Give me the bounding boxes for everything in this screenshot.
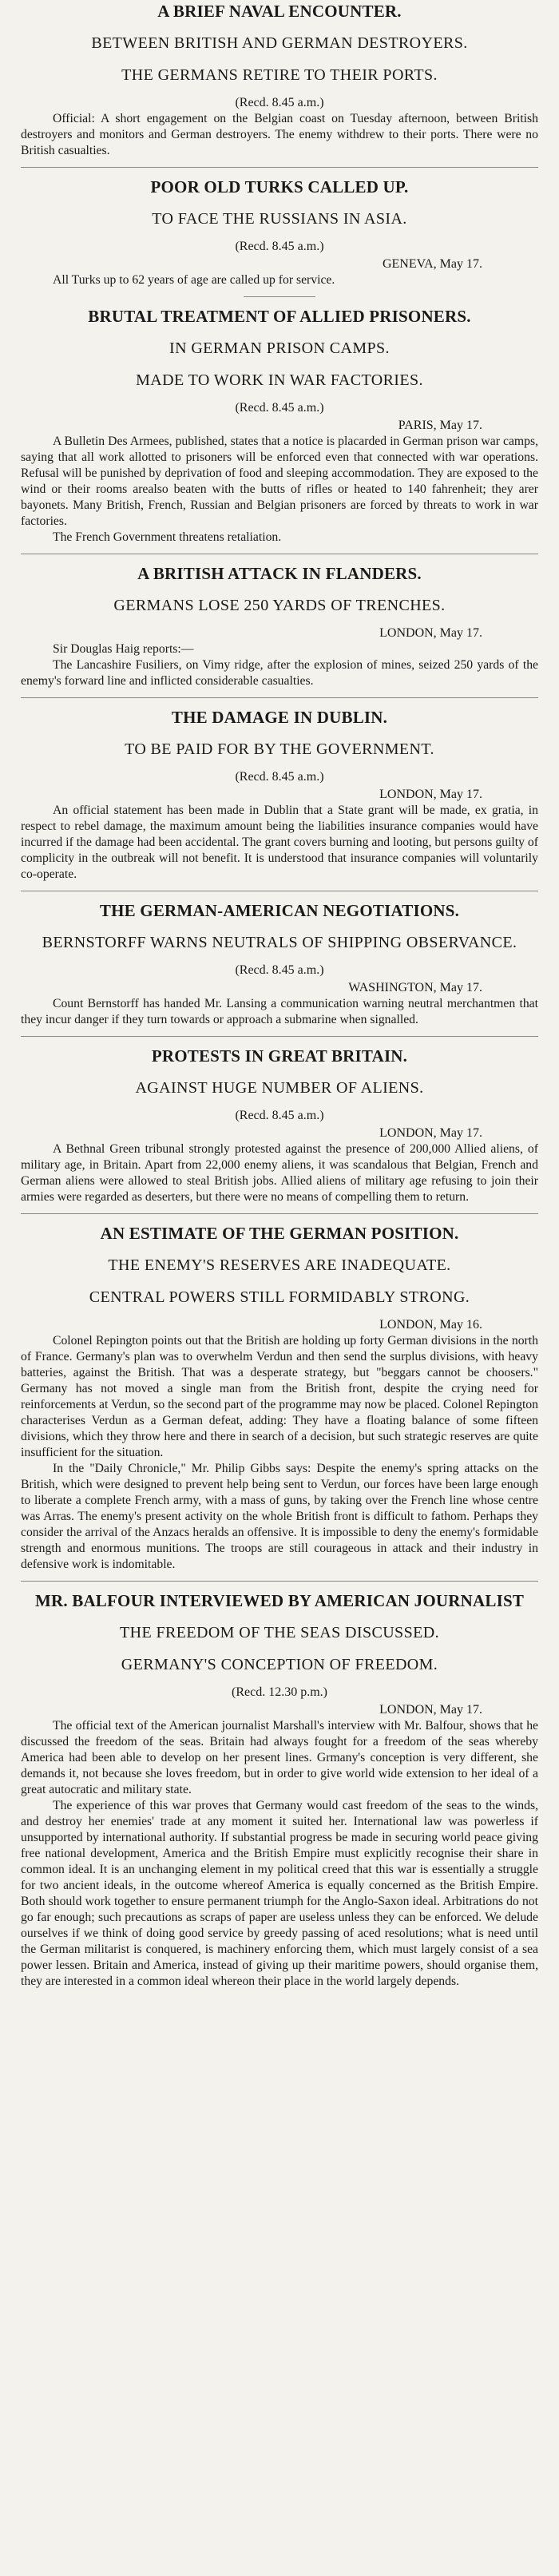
article-paragraph: In the "Daily Chronicle," Mr. Philip Gibbs says: Despite the enemy's spring attacks on the British, which were designed to prevent help being sent to Verdun, our forces have been large enough to liberate a complete French army, with a mass of guns, by taking over the French line whose centre was Arras. The enemy's present activity on the whole British front is difficult to fathom. Perhaps they consider the arrival of the Anzacs heralds an offensive. It is impossible to deny the enemy's formidable strength and enormous munitions. The troops are still courageous in attack and their industry in defensive work is indomitable. xyxy=(21,1462,538,1571)
received-time: (Recd. 8.45 a.m.) xyxy=(235,770,324,784)
article-divider xyxy=(21,167,538,168)
received-time: (Recd. 8.45 a.m.) xyxy=(235,96,324,109)
article-divider xyxy=(21,1581,538,1582)
article xyxy=(21,1591,538,1990)
article-paragraph: The official text of the American journalist Marshall's interview with Mr. Balfour, shows that he discussed the freedom of the seas. Britain had always fought for a freedom of the seas whereby America had been able to develop on her present lines. Grmany's conception is very different, she demands it, not because she loves freedom, but in order to give world wide extension to her ideal of a great autocratic and military state. xyxy=(21,1719,538,1796)
article-subheading: THE FREEDOM OF THE SEAS DISCUSSED. xyxy=(120,1624,439,1641)
dateline: LONDON, May 16. xyxy=(379,1318,482,1332)
article xyxy=(21,1224,538,1573)
dateline: LONDON, May 17. xyxy=(379,1126,482,1140)
article-subheading: IN GERMAN PRISON CAMPS. xyxy=(169,339,390,357)
article-paragraph: Sir Douglas Haig reports:— xyxy=(53,642,194,656)
article-headline: A BRITISH ATTACK IN FLANDERS. xyxy=(137,564,422,583)
article-headline: MR. BALFOUR INTERVIEWED BY AMERICAN JOURNALIST xyxy=(34,1591,525,1610)
article-body xyxy=(21,434,538,546)
article-body xyxy=(21,1718,538,1990)
article-subheading: AGAINST HUGE NUMBER OF ALIENS. xyxy=(135,1079,424,1097)
article-paragraph: An official statement has been made in Dublin that a State grant will be made, ex gratia, in respect to rebel damage, the maximum amount being the liabilities insurance companies would have incurred if the damage had been accidental. The grant covers burning and looting, but persons guilty of complicity in the outbreak will not benefit. It is understood that insurance companies will voluntarily co-operate. xyxy=(21,804,538,881)
article-subheading: GERMANS LOSE 250 YARDS OF TRENCHES. xyxy=(113,597,446,614)
article-headline: POOR OLD TURKS CALLED UP. xyxy=(150,177,409,196)
article-body xyxy=(21,111,538,159)
article-body xyxy=(21,272,538,288)
article xyxy=(21,307,538,546)
article-headline: BRUTAL TREATMENT OF ALLIED PRISONERS. xyxy=(88,307,471,326)
article-paragraph: Count Bernstorff has handed Mr. Lansing a communication warning neutral merchantmen that they incur danger if they turn towards or approach a submarine when signalled. xyxy=(21,997,538,1026)
dateline: LONDON, May 17. xyxy=(379,626,482,640)
article-subheading: TO BE PAID FOR BY THE GOVERNMENT. xyxy=(125,740,434,758)
article xyxy=(21,708,538,883)
article-body xyxy=(21,996,538,1028)
article-subheading: CENTRAL POWERS STILL FORMIDABLY STRONG. xyxy=(89,1288,470,1306)
article-paragraph: The Lancashire Fusiliers, on Vimy ridge, after the explosion of mines, seized 250 yards of the enemy's forward line and inflicted considerable casualties. xyxy=(21,658,538,688)
article-subheading: TO FACE THE RUSSIANS IN ASIA. xyxy=(152,210,407,228)
article-body xyxy=(21,641,538,689)
article-paragraph: The experience of this war proves that Germany would cast freedom of the seas to the winds, and destroy her enemies' trade at any moment it suited her. International law was powerless if unsupported by international authority. If substantial progress be made in securing world peace giving free national development, America and the British Empire must explicitly recognise their share in common ideal. It is an unchanging element in my political creed that this war is essentially a struggle for two ancient ideals, in the outcome whereof America is equally concerned as the British Empire. Both should work together to ensure permanent triumph for the Anglo-Saxon ideal. Arbitrations do not go far enough; such precautions as scraps of paper are useless unless they can be enforced. We delude ourselves if we think of doing good service by greedy passing of aced resolutions; what is need until the German militarist is conquered, is machinery enforcing them, which must largely consist of a sea power lessen. Britain and America, instead of giving up their maritime powers, should organise them, they are interested in a common ideal whereon their place in the world largely depends. xyxy=(21,1799,538,1988)
article-subheading: BERNSTORFF WARNS NEUTRALS OF SHIPPING OBSERVANCE. xyxy=(42,934,517,951)
article-body xyxy=(21,1141,538,1205)
article-body xyxy=(21,1333,538,1573)
article xyxy=(21,1046,538,1205)
article-paragraph: A Bulletin Des Armees, published, states that a notice is placarded in German prison war camps, saying that all work allotted to prisoners will be enforced even that connected with war operations. Refusal will be punished by deprivation of food and sleeping accommodation. They are exposed to the wind or their rooms arealso beaten with the butts of rifles or heated to 140 fahrenheit; they arer bayonets. Many British, French, Russian and Belgian prisoners are forced by threats to work in war factories. xyxy=(21,435,538,528)
received-time: (Recd. 8.45 a.m.) xyxy=(235,1109,324,1122)
received-time: (Recd. 12.30 p.m.) xyxy=(232,1685,327,1699)
article-paragraph: A Bethnal Green tribunal strongly protested against the presence of 200,000 Allied aliens, of military age, in Britain. Apart from 22,000 enemy aliens, it was scandalous that Belgian, French and German aliens were allowed to steal British jobs. Allied aliens of military age refusing to join their armies were regarded as deserters, but there were no means of compelling them to return. xyxy=(21,1142,538,1204)
article-body xyxy=(21,803,538,883)
article-paragraph: Official: A short engagement on the Belgian coast on Tuesday afternoon, between British destroyers and monitors and German destroyers. The enemy withdrew to their ports. There were no British casualties. xyxy=(21,112,538,157)
dateline: LONDON, May 17. xyxy=(379,788,482,801)
dateline: LONDON, May 17. xyxy=(379,1703,482,1717)
article-subheading: MADE TO WORK IN WAR FACTORIES. xyxy=(136,371,423,389)
article-divider xyxy=(21,1036,538,1037)
article xyxy=(21,2,538,159)
article xyxy=(21,177,538,288)
dateline: GENEVA, May 17. xyxy=(382,257,482,271)
article-subheading: BETWEEN BRITISH AND GERMAN DESTROYERS. xyxy=(91,34,468,52)
dateline: WASHINGTON, May 17. xyxy=(348,981,482,994)
article-headline: THE GERMAN-AMERICAN NEGOTIATIONS. xyxy=(99,901,460,920)
article xyxy=(21,564,538,689)
article-headline: A BRIEF NAVAL ENCOUNTER. xyxy=(157,2,402,21)
received-time: (Recd. 8.45 a.m.) xyxy=(235,401,324,415)
received-time: (Recd. 8.45 a.m.) xyxy=(235,963,324,977)
article-paragraph: The French Government threatens retaliation. xyxy=(53,530,282,544)
article-divider xyxy=(21,697,538,698)
article-divider xyxy=(244,296,315,297)
article xyxy=(21,901,538,1028)
article-paragraph: All Turks up to 62 years of age are called up for service. xyxy=(53,273,335,287)
article-divider xyxy=(21,1213,538,1214)
article-headline: PROTESTS IN GREAT BRITAIN. xyxy=(151,1046,408,1066)
article-paragraph: Colonel Repington points out that the British are holding up forty German divisions in the north of France. Germany's plan was to overwhelm Verdun and then send the surplus divisions, with heavy batteries, against the British. That was a desperate strategy, but "beggars cannot be choosers." Germany has not moved a single man from the British front, despite the crying need for reinforcements at Verdun, so the second part of the programme may now be placed. Colonel Repington characterises Verdun as a German defeat, adding: They have a floating balance of some fifteen divisions, which they throw here and there in search of a decision, but such strategic reserves are quite insufficient for the situation. xyxy=(21,1334,538,1459)
received-time: (Recd. 8.45 a.m.) xyxy=(235,240,324,253)
article-subheading: THE ENEMY'S RESERVES ARE INADEQUATE. xyxy=(108,1256,451,1274)
article-headline: THE DAMAGE IN DUBLIN. xyxy=(171,708,388,727)
dateline: PARIS, May 17. xyxy=(398,419,482,432)
article-headline: AN ESTIMATE OF THE GERMAN POSITION. xyxy=(100,1224,459,1243)
article-subheading: GERMANY'S CONCEPTION OF FREEDOM. xyxy=(121,1656,438,1673)
article-subheading: THE GERMANS RETIRE TO THEIR PORTS. xyxy=(121,66,438,84)
